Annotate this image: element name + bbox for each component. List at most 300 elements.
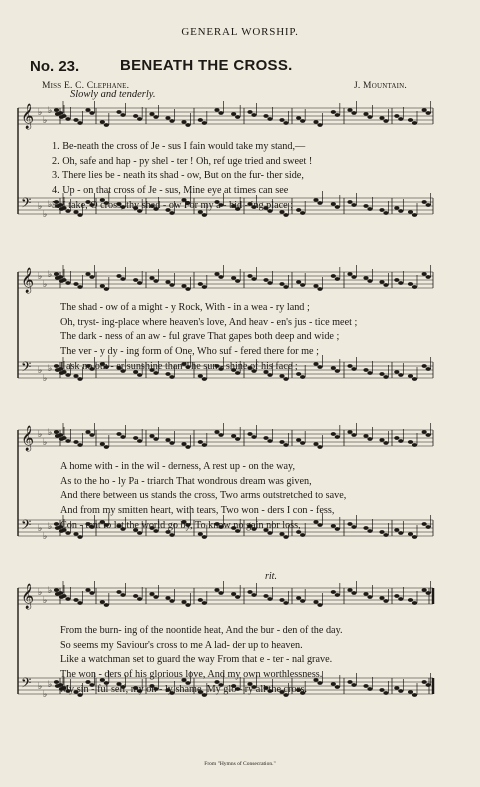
note-head (198, 118, 203, 122)
note-head (185, 287, 190, 291)
note-head (379, 438, 384, 442)
note-head (89, 433, 94, 437)
note-head (55, 276, 60, 280)
note-head (317, 287, 322, 291)
hymn-number: No. 23. (30, 58, 80, 75)
bass-clef-icon: 𝄢 (21, 517, 32, 536)
note-head (335, 113, 340, 117)
note-head (313, 600, 318, 604)
note-head (133, 436, 138, 440)
flat-icon: ♭ (48, 106, 53, 116)
note-head (263, 436, 268, 440)
note-head (89, 591, 94, 595)
note-head (120, 435, 125, 439)
flat-icon: ♭ (43, 374, 48, 384)
note-head (73, 440, 78, 444)
note-head (116, 432, 121, 436)
note-head (251, 435, 256, 439)
note-head (398, 117, 403, 121)
note-head (383, 533, 388, 537)
note-head (149, 112, 154, 116)
note-head (412, 121, 417, 125)
lyric-line: A home with - in the wil - derness, A rest up - on the way, (60, 461, 296, 472)
note-head (363, 112, 368, 116)
note-head (55, 592, 60, 596)
lyric-line: And from my smitten heart, with tears, Two won - ders I con - fess, (60, 505, 335, 517)
note-head (149, 276, 154, 280)
note-head (412, 443, 417, 447)
lyric-line: And there between us stands the cross, Two arms outstretched to save, (60, 490, 347, 502)
note-head (77, 443, 82, 447)
flat-icon: ♭ (48, 270, 53, 280)
note-head (408, 282, 413, 286)
flat-icon: ♭ (43, 532, 48, 542)
note-head (198, 282, 203, 286)
note-head (54, 430, 59, 434)
note-head (379, 372, 384, 376)
hymn-title: BENEATH THE CROSS. (120, 57, 293, 74)
note-head (331, 274, 336, 278)
note-head (235, 437, 240, 441)
note-head (331, 590, 336, 594)
bass-clef-icon: 𝄢 (21, 195, 32, 214)
note-head (283, 213, 288, 217)
note-head (218, 275, 223, 279)
ritardando-marking: rit. (265, 571, 277, 582)
note-head (231, 112, 236, 116)
note-head (426, 275, 431, 279)
note-head (296, 596, 301, 600)
note-head (367, 115, 372, 119)
note-head (379, 116, 384, 120)
note-head (214, 272, 219, 276)
note-head (169, 211, 174, 215)
note-head (85, 430, 90, 434)
note-head (65, 597, 70, 601)
note-head (398, 373, 403, 377)
note-head (300, 119, 305, 123)
note-head (231, 276, 236, 280)
note-head (300, 375, 305, 379)
note-head (347, 108, 352, 112)
note-head (73, 282, 78, 286)
note-head (54, 108, 59, 112)
note-head (104, 603, 109, 607)
note-head (367, 595, 372, 599)
note-head (85, 108, 90, 112)
note-head (55, 112, 60, 116)
note-head (169, 599, 174, 603)
lyric-line: So seems my Saviour's cross to me A lad- der up to heaven. (60, 639, 303, 651)
note-head (153, 437, 158, 441)
flat-icon: ♭ (38, 524, 43, 534)
note-head (77, 213, 82, 217)
note-head (422, 588, 427, 592)
note-head (379, 596, 384, 600)
note-head (61, 594, 66, 598)
note-head (283, 121, 288, 125)
note-head (351, 111, 356, 115)
lyric-line: From the burn- ing of the noontide heat, And the bur - den of the day. (60, 625, 343, 636)
note-head (65, 439, 70, 443)
note-head (104, 123, 109, 127)
note-head (120, 277, 125, 281)
lyric-line: The won - ders of his glorious love, And my own worthlessness. (60, 669, 323, 681)
note-head (100, 120, 105, 124)
note-head (426, 591, 431, 595)
note-head (185, 123, 190, 127)
note-head (65, 117, 70, 121)
lyric-line: I ask no oth - er sunshine than The sun - shine of his face ; (60, 360, 298, 372)
note-head (218, 111, 223, 115)
note-head (422, 108, 427, 112)
note-head (279, 282, 284, 286)
note-head (198, 532, 203, 536)
note-head (231, 434, 236, 438)
flat-icon: ♭ (43, 280, 48, 290)
note-head (408, 374, 413, 378)
note-head (89, 111, 94, 115)
note-head (137, 531, 142, 535)
note-head (267, 531, 272, 535)
note-head (300, 599, 305, 603)
flat-icon: ♭ (38, 108, 43, 118)
note-head (153, 115, 158, 119)
note-head (100, 284, 105, 288)
note-head (422, 430, 427, 434)
note-head (85, 588, 90, 592)
note-head (383, 283, 388, 287)
note-head (235, 279, 240, 283)
note-head (313, 120, 318, 124)
composer-credit: J. Mountain. (354, 81, 407, 91)
note-head (279, 374, 284, 378)
note-head (394, 436, 399, 440)
note-head (296, 116, 301, 120)
note-head (247, 432, 252, 436)
lyric-line: 5. I take, O cross, thy shad - ow For my a - bid - ing place ; (52, 199, 294, 211)
lyric-line: Oh, tryst- ing-place where heaven's love, And heav - en's jus - tice meet ; (60, 316, 358, 328)
note-head (267, 281, 272, 285)
note-head (398, 531, 403, 535)
note-head (73, 374, 78, 378)
note-head (300, 283, 305, 287)
note-head (347, 588, 352, 592)
note-head (263, 114, 268, 118)
note-head (247, 110, 252, 114)
author-credit: Miss E. C. Clephane. (42, 81, 130, 91)
note-head (412, 601, 417, 605)
flat-icon: ♭ (48, 364, 53, 374)
flat-icon: ♭ (43, 438, 48, 448)
note-head (363, 276, 368, 280)
note-head (426, 433, 431, 437)
flat-icon: ♭ (38, 682, 43, 692)
note-head (317, 603, 322, 607)
note-head (408, 440, 413, 444)
note-head (120, 593, 125, 597)
lyric-line: The shad - ow of a might - y Rock, With - in a wea - ry land ; (60, 302, 310, 313)
note-head (383, 441, 388, 445)
lyric-line: 3. There lies be - neath its shad - ow, But on the fur- ther side, (52, 170, 304, 182)
note-head (394, 114, 399, 118)
note-head (218, 433, 223, 437)
lyric-line: The ver - y dy - ing form of One, Who suf - fered there for me ; (60, 346, 319, 358)
note-head (198, 374, 203, 378)
treble-clef-icon: 𝄞 (21, 268, 35, 293)
note-head (137, 597, 142, 601)
note-head (267, 439, 272, 443)
note-head (296, 372, 301, 376)
note-head (279, 440, 284, 444)
note-head (363, 592, 368, 596)
note-head (198, 440, 203, 444)
note-head (251, 593, 256, 597)
note-head (247, 590, 252, 594)
flat-icon: ♭ (38, 202, 43, 212)
source-footnote: From "Hymns of Consecration." (204, 761, 276, 767)
lyrics-system-1 (0, 142, 480, 211)
lyric-line: 2. Oh, safe and hap - py shel - ter ! Oh, ref uge tried and sweet ! (52, 155, 313, 167)
note-head (283, 285, 288, 289)
note-head (54, 588, 59, 592)
note-head (73, 598, 78, 602)
note-head (279, 118, 284, 122)
note-head (165, 116, 170, 120)
note-head (300, 441, 305, 445)
note-head (61, 114, 66, 118)
flat-icon: ♭ (38, 272, 43, 282)
note-head (137, 281, 142, 285)
note-head (383, 599, 388, 603)
note-head (422, 272, 427, 276)
note-head (65, 373, 70, 377)
note-head (169, 375, 174, 379)
note-head (116, 110, 121, 114)
note-head (202, 121, 207, 125)
note-head (394, 278, 399, 282)
note-head (73, 118, 78, 122)
note-head (65, 281, 70, 285)
note-head (296, 438, 301, 442)
treble-clef-icon: 𝄞 (21, 426, 35, 451)
note-head (283, 601, 288, 605)
note-head (335, 435, 340, 439)
note-head (408, 118, 413, 122)
note-head (398, 597, 403, 601)
flat-icon: ♭ (48, 680, 53, 690)
note-head (283, 377, 288, 381)
note-head (231, 592, 236, 596)
note-head (383, 211, 388, 215)
flat-icon: ♭ (38, 366, 43, 376)
flat-icon: ♭ (43, 210, 48, 220)
note-head (383, 375, 388, 379)
note-head (104, 445, 109, 449)
note-head (398, 439, 403, 443)
note-head (394, 594, 399, 598)
note-head (426, 111, 431, 115)
lyric-line: My sin - ful self, my on - ly shame, My glo - ry all the cross. (60, 683, 308, 695)
note-head (412, 377, 417, 381)
note-head (202, 443, 207, 447)
note-head (251, 277, 256, 281)
note-head (267, 117, 272, 121)
note-head (153, 279, 158, 283)
note-head (165, 438, 170, 442)
note-head (165, 372, 170, 376)
note-head (181, 120, 186, 124)
note-head (55, 434, 60, 438)
note-head (133, 114, 138, 118)
note-head (379, 280, 384, 284)
note-head (169, 283, 174, 287)
note-head (181, 442, 186, 446)
note-head (65, 531, 70, 535)
note-head (133, 594, 138, 598)
note-head (267, 597, 272, 601)
note-head (153, 595, 158, 599)
tempo-marking: Slowly and tenderly. (70, 89, 156, 100)
note-head (347, 430, 352, 434)
note-head (214, 108, 219, 112)
note-head (100, 600, 105, 604)
note-head (335, 593, 340, 597)
lyrics-system-3 (0, 462, 480, 531)
note-head (133, 278, 138, 282)
flat-icon: ♭ (43, 116, 48, 126)
flat-icon: ♭ (48, 586, 53, 596)
note-head (54, 272, 59, 276)
note-head (279, 598, 284, 602)
note-head (383, 119, 388, 123)
note-head (408, 598, 413, 602)
note-head (185, 445, 190, 449)
note-head (214, 430, 219, 434)
note-head (149, 434, 154, 438)
note-head (351, 433, 356, 437)
note-head (408, 532, 413, 536)
lyric-line: 1. Be-neath the cross of Je - sus I fain would take my stand,— (52, 141, 306, 152)
lyric-line: Con - tent to let the world go by, To know no gain nor loss, (60, 519, 301, 531)
note-head (169, 119, 174, 123)
note-head (263, 278, 268, 282)
note-head (202, 377, 207, 381)
note-head (202, 601, 207, 605)
treble-clef-icon: 𝄞 (21, 104, 35, 129)
note-head (300, 211, 305, 215)
bass-clef-icon: 𝄢 (21, 675, 32, 694)
note-head (317, 445, 322, 449)
flat-icon: ♭ (48, 522, 53, 532)
note-head (202, 535, 207, 539)
note-head (165, 596, 170, 600)
note-head (185, 603, 190, 607)
note-head (347, 272, 352, 276)
note-head (198, 598, 203, 602)
flat-icon: ♭ (38, 588, 43, 598)
note-head (165, 280, 170, 284)
lyric-line: Like a watchman set to guard the way From that e - ter - nal grave. (60, 654, 333, 666)
note-head (283, 443, 288, 447)
note-head (89, 275, 94, 279)
lyric-line: As to the ho - ly Pa - triarch That wondrous dream was given, (60, 475, 312, 487)
note-head (412, 213, 417, 217)
note-head (116, 274, 121, 278)
flat-icon: ♭ (43, 596, 48, 606)
note-head (335, 277, 340, 281)
note-head (202, 213, 207, 217)
note-head (218, 591, 223, 595)
note-head (313, 284, 318, 288)
note-head (137, 439, 142, 443)
note-head (235, 115, 240, 119)
note-head (313, 442, 318, 446)
note-head (116, 590, 121, 594)
note-head (412, 285, 417, 289)
note-head (137, 373, 142, 377)
lyrics-system-2 (0, 303, 480, 372)
note-head (137, 117, 142, 121)
note-head (77, 377, 82, 381)
note-head (283, 535, 288, 539)
note-head (367, 437, 372, 441)
note-head (202, 285, 207, 289)
note-head (77, 601, 82, 605)
note-head (61, 436, 66, 440)
note-head (351, 275, 356, 279)
note-head (267, 373, 272, 377)
note-head (104, 287, 109, 291)
note-head (73, 532, 78, 536)
note-head (181, 284, 186, 288)
note-head (85, 272, 90, 276)
note-head (247, 274, 252, 278)
running-head: GENERAL WORSHIP. (181, 26, 299, 38)
flat-icon: ♭ (48, 200, 53, 210)
treble-clef-icon: 𝄞 (21, 584, 35, 609)
note-head (169, 441, 174, 445)
note-head (300, 533, 305, 537)
note-head (317, 123, 322, 127)
note-head (331, 110, 336, 114)
note-head (77, 285, 82, 289)
note-head (363, 434, 368, 438)
lyrics-system-4 (0, 626, 480, 695)
flat-icon: ♭ (43, 690, 48, 700)
note-head (351, 591, 356, 595)
note-head (169, 533, 174, 537)
note-head (251, 113, 256, 117)
note-head (100, 442, 105, 446)
note-head (77, 121, 82, 125)
note-head (235, 595, 240, 599)
lyric-line: 4. Up - on that cross of Je - sus, Mine eye at times can see (52, 185, 289, 197)
note-head (149, 592, 154, 596)
note-head (181, 600, 186, 604)
note-head (398, 281, 403, 285)
note-head (61, 278, 66, 282)
bass-clef-icon: 𝄢 (21, 359, 32, 378)
note-head (412, 535, 417, 539)
note-head (120, 113, 125, 117)
note-head (296, 280, 301, 284)
flat-icon: ♭ (38, 430, 43, 440)
note-head (77, 535, 82, 539)
note-head (263, 594, 268, 598)
note-head (214, 588, 219, 592)
flat-icon: ♭ (48, 428, 53, 438)
